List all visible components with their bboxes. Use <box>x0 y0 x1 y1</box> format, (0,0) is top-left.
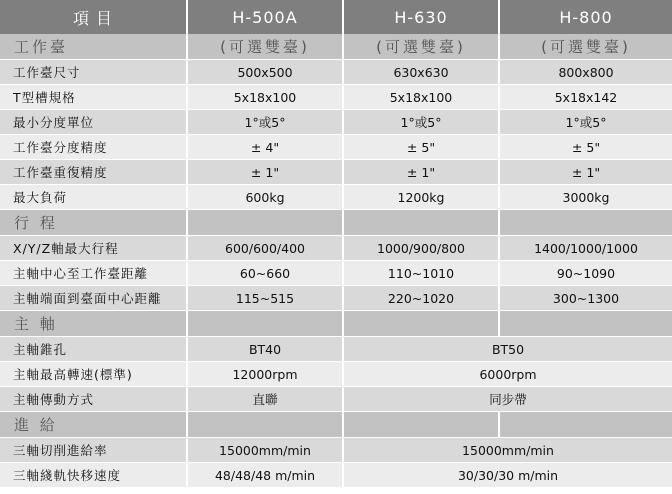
section-row <box>0 34 672 60</box>
cell-value: 15000mm/min <box>187 438 343 463</box>
cell-value: 220~1020 <box>343 286 499 311</box>
cell-value <box>343 311 499 337</box>
section-row <box>0 311 672 337</box>
cell-value: 115~515 <box>187 286 343 311</box>
cell-value: 1°或5° <box>187 110 343 135</box>
row-label: T型槽規格 <box>0 85 187 110</box>
header-model-h500a: H-500A <box>187 0 343 34</box>
cell-value-merged: 15000mm/min <box>343 438 672 463</box>
cell-value: 800x800 <box>499 60 672 85</box>
row-label: 三軸切削進給率 <box>0 438 187 463</box>
cell-value: 300~1300 <box>499 286 672 311</box>
cell-value: ± 5" <box>499 135 672 160</box>
table-row <box>0 110 672 135</box>
section-row <box>0 210 672 236</box>
cell-value <box>187 412 343 438</box>
cell-value <box>499 311 672 337</box>
cell-value: 5x18x100 <box>343 85 499 110</box>
header-row <box>0 0 672 34</box>
cell-value <box>343 210 499 236</box>
cell-value: 12000rpm <box>187 362 343 387</box>
spec-body <box>0 34 672 488</box>
cell-value: ± 4" <box>187 135 343 160</box>
row-label: 工作臺重復精度 <box>0 160 187 185</box>
table-row <box>0 362 672 387</box>
header-item: 項 目 <box>0 0 187 34</box>
row-label: 最小分度單位 <box>0 110 187 135</box>
cell-value <box>343 412 499 438</box>
cell-value: ± 5" <box>343 135 499 160</box>
cell-value: 630x630 <box>343 60 499 85</box>
cell-value: 1°或5° <box>343 110 499 135</box>
row-label: X/Y/Z軸最大行程 <box>0 236 187 261</box>
cell-value: (可選雙臺) <box>343 34 499 60</box>
cell-value: (可選雙臺) <box>499 34 672 60</box>
row-label: 主軸中心至工作臺距離 <box>0 261 187 286</box>
cell-value: 600kg <box>187 185 343 210</box>
section-row <box>0 412 672 438</box>
header-model-h800: H-800 <box>499 0 672 34</box>
row-label: 工作臺分度精度 <box>0 135 187 160</box>
row-label: 主軸端面到臺面中心距離 <box>0 286 187 311</box>
cell-value <box>499 210 672 236</box>
cell-value: 500x500 <box>187 60 343 85</box>
cell-value: 1400/1000/1000 <box>499 236 672 261</box>
table-row <box>0 286 672 311</box>
row-label: 進 給 <box>0 412 187 438</box>
table-row <box>0 85 672 110</box>
cell-value <box>187 210 343 236</box>
cell-value <box>499 412 672 438</box>
row-label: 最大負荷 <box>0 185 187 210</box>
cell-value-merged: 30/30/30 m/min <box>343 463 672 488</box>
cell-value: 90~1090 <box>499 261 672 286</box>
table-row <box>0 438 672 463</box>
cell-value: 1200kg <box>343 185 499 210</box>
cell-value: 3000kg <box>499 185 672 210</box>
cell-value: 60~660 <box>187 261 343 286</box>
row-label: 主 軸 <box>0 311 187 337</box>
cell-value-merged: BT50 <box>343 337 672 362</box>
cell-value: ± 1" <box>499 160 672 185</box>
cell-value: 110~1010 <box>343 261 499 286</box>
cell-value: 600/600/400 <box>187 236 343 261</box>
cell-value: 1000/900/800 <box>343 236 499 261</box>
cell-value: 1°或5° <box>499 110 672 135</box>
table-row <box>0 135 672 160</box>
table-row <box>0 337 672 362</box>
row-label: 工作臺 <box>0 34 187 60</box>
table-row <box>0 185 672 210</box>
cell-value: ± 1" <box>187 160 343 185</box>
row-label: 主軸錐孔 <box>0 337 187 362</box>
row-label: 主軸最高轉速(標準) <box>0 362 187 387</box>
cell-value: ± 1" <box>343 160 499 185</box>
cell-value-merged: 6000rpm <box>343 362 672 387</box>
table-row <box>0 60 672 85</box>
cell-value: BT40 <box>187 337 343 362</box>
cell-value: (可選雙臺) <box>187 34 343 60</box>
cell-value: 5x18x100 <box>187 85 343 110</box>
table-row <box>0 463 672 488</box>
cell-value: 48/48/48 m/min <box>187 463 343 488</box>
table-row <box>0 261 672 286</box>
table-row <box>0 387 672 412</box>
row-label: 行 程 <box>0 210 187 236</box>
cell-value <box>187 311 343 337</box>
table-row <box>0 160 672 185</box>
cell-value: 5x18x142 <box>499 85 672 110</box>
row-label: 主軸傳動方式 <box>0 387 187 412</box>
cell-value-merged: 同步帶 <box>343 387 672 412</box>
row-label: 工作臺尺寸 <box>0 60 187 85</box>
row-label: 三軸綫軌快移速度 <box>0 463 187 488</box>
header-model-h630: H-630 <box>343 0 499 34</box>
table-row <box>0 236 672 261</box>
cell-value: 直聯 <box>187 387 343 412</box>
